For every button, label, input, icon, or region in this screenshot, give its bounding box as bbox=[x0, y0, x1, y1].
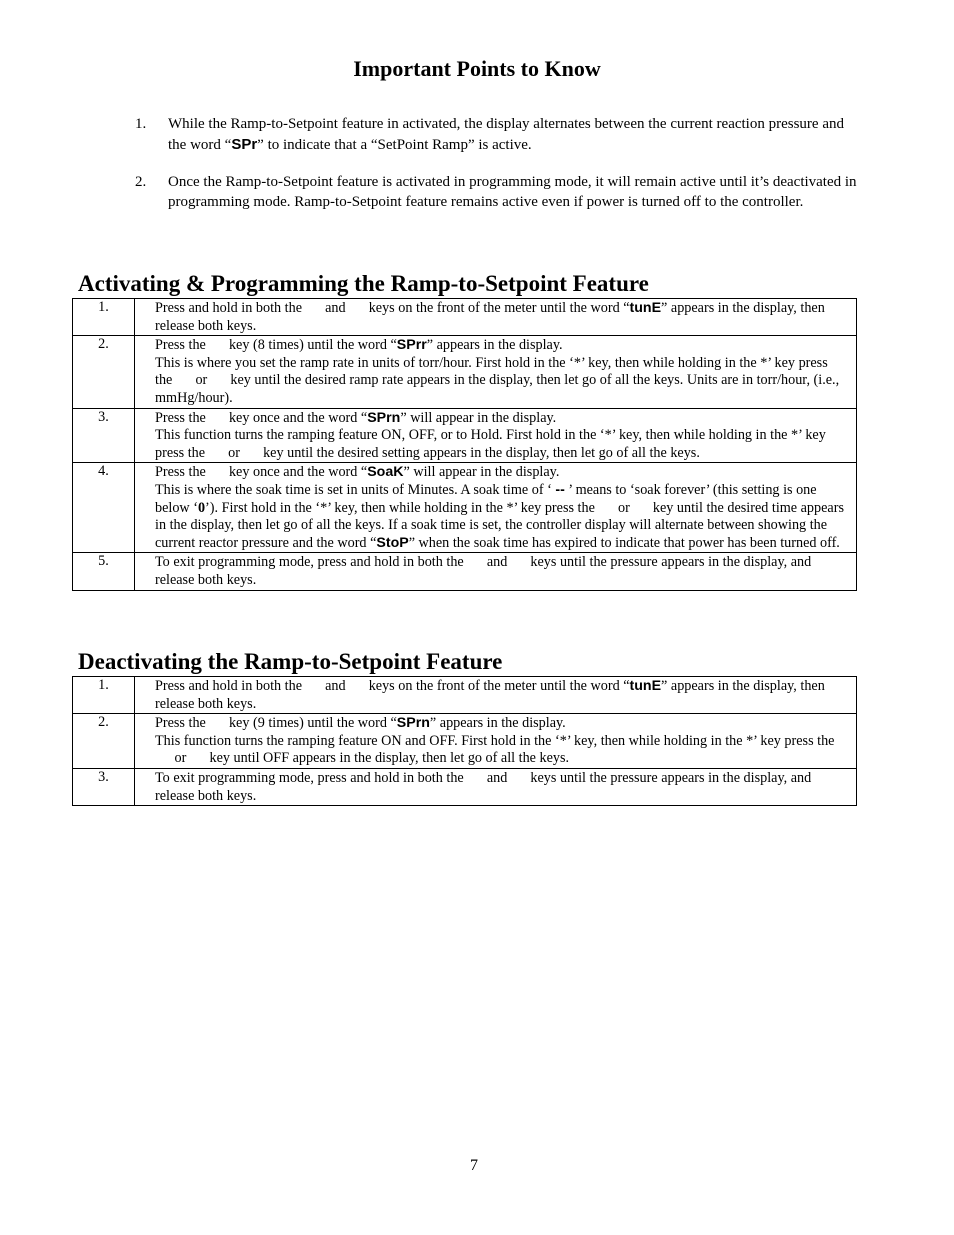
step-line bbox=[155, 482, 848, 552]
deactivating-steps-table bbox=[72, 676, 857, 806]
step-text bbox=[135, 336, 857, 408]
step-number: 3. bbox=[73, 768, 135, 805]
table-row bbox=[73, 768, 857, 805]
text-run: or bbox=[617, 499, 630, 516]
step-number: 3. bbox=[73, 408, 135, 463]
text-run: key until the desired setting appears in the display, then let go of all the keys. bbox=[263, 444, 700, 461]
text-run: and bbox=[486, 769, 508, 786]
text-run: To exit programming mode, press and hold in both the bbox=[155, 769, 464, 786]
text-run: ’). First hold in the ‘*’ key, then while holding in the *’ key press the bbox=[205, 499, 595, 516]
item-number: 1. bbox=[135, 116, 147, 132]
step-line bbox=[155, 678, 848, 713]
text-run: Press the bbox=[155, 715, 206, 732]
step-line bbox=[155, 715, 848, 733]
step-line bbox=[155, 770, 848, 805]
text-run: This function turns the ramping feature ON and OFF. First hold in the ‘*’ key, then while holding in the *’ key press the bbox=[155, 732, 835, 749]
text-run: Press the bbox=[155, 409, 206, 426]
text-run: This is where you set the ramp rate in units of torr/hour. First hold in the ‘*’ key, then while holding in the *’ key press the bbox=[155, 354, 828, 389]
text-run: This function turns the ramping feature ON, OFF, or to Hold. First hold in the ‘*’ key, then while holding in the *’ key press the bbox=[155, 427, 826, 461]
text-run: ” when the soak time has expired to indicate that power has been turned off. bbox=[408, 534, 840, 551]
step-line bbox=[155, 554, 848, 589]
text-run: keys on the front of the meter until the word “ bbox=[368, 300, 630, 316]
activating-steps-table bbox=[72, 298, 857, 591]
text-run: and bbox=[486, 554, 508, 571]
step-number: 2. bbox=[73, 714, 135, 769]
text-run: keys until the pressure appears in the display, and release both keys. bbox=[155, 769, 812, 804]
table-row bbox=[73, 463, 857, 553]
display-code: tunE bbox=[629, 300, 662, 316]
step-number: 1. bbox=[73, 299, 135, 336]
display-code: SPrn bbox=[367, 409, 401, 426]
step-line bbox=[155, 733, 848, 768]
text-run: To exit programming mode, press and hold in both the bbox=[155, 554, 464, 571]
text-run: ” will appear in the display. bbox=[400, 409, 557, 426]
text-run: key until the desired time appears in the display, then let go of all the keys. If a soak time is set, the controller display will alternate between showing the current reactor pressure and the word “ bbox=[155, 499, 844, 551]
text-run: key once and the word “ bbox=[228, 409, 368, 426]
text-run: key (9 times) until the word “ bbox=[228, 715, 397, 732]
table-row bbox=[73, 553, 857, 590]
text-run: ” will appear in the display. bbox=[403, 464, 560, 481]
text-run: and bbox=[325, 678, 346, 694]
text-run: key until OFF appears in the display, then let go of all the keys. bbox=[209, 750, 570, 767]
activating-heading: Activating & Programming the Ramp-to-Setpoint Feature bbox=[78, 271, 649, 296]
step-text bbox=[135, 677, 857, 714]
text-run: Press and hold in both the bbox=[155, 300, 302, 316]
step-line bbox=[155, 337, 848, 355]
step-text bbox=[135, 714, 857, 769]
text-run: ” to indicate that a “SetPoint Ramp” is active. bbox=[257, 136, 532, 153]
text-run: and bbox=[325, 300, 346, 316]
text-run: keys on the front of the meter until the word “ bbox=[368, 678, 630, 694]
text-run: ” appears in the display. bbox=[426, 337, 563, 354]
text-run: key until the desired ramp rate appears in the display, then let go of all the keys. Units are in torr/hour, (i.e., mmHg/hour). bbox=[155, 372, 840, 406]
page-number: 7 bbox=[470, 1157, 478, 1174]
step-line bbox=[155, 464, 848, 482]
step-line bbox=[155, 300, 848, 335]
text-run: This is where the soak time is set in units of Minutes. A soak time of ‘ bbox=[155, 481, 552, 498]
text-run: ’ means to ‘soak forever’ (this setting is one below ‘ bbox=[155, 481, 817, 516]
text-run: or bbox=[174, 750, 187, 767]
table-row bbox=[73, 336, 857, 408]
step-text bbox=[135, 768, 857, 805]
step-line bbox=[155, 427, 848, 462]
step-text bbox=[135, 299, 857, 336]
table-row bbox=[73, 299, 857, 336]
display-code: SPr bbox=[231, 135, 258, 153]
soak-forever-code: -- bbox=[555, 481, 565, 498]
text-run: key once and the word “ bbox=[228, 464, 368, 481]
display-code: SoaK bbox=[367, 464, 404, 481]
list-item bbox=[135, 115, 860, 155]
page-title: Important Points to Know bbox=[353, 56, 601, 81]
step-number: 1. bbox=[73, 677, 135, 714]
step-text bbox=[135, 408, 857, 463]
item-text bbox=[168, 115, 860, 155]
step-text bbox=[135, 553, 857, 590]
text-run: Press the bbox=[155, 464, 206, 481]
list-item bbox=[135, 173, 860, 212]
text-run: Press and hold in both the bbox=[155, 678, 302, 694]
text-run: ” appears in the display, then release both keys. bbox=[155, 678, 825, 712]
text-run: Press the bbox=[155, 337, 206, 354]
step-number: 5. bbox=[73, 553, 135, 590]
display-code: SPrn bbox=[396, 715, 430, 732]
table-row bbox=[73, 714, 857, 769]
deactivating-heading: Deactivating the Ramp-to-Setpoint Feature bbox=[78, 649, 503, 674]
step-number: 4. bbox=[73, 463, 135, 553]
step-text bbox=[135, 463, 857, 553]
item-text: Once the Ramp-to-Setpoint feature is activated in programming mode, it will remain active until it’s deactivated in programming mode. Ramp-to-Setpoint feature remains active even if power is turned off to the controller. bbox=[168, 174, 857, 210]
display-code: StoP bbox=[376, 534, 409, 551]
display-code: SPrr bbox=[396, 337, 427, 354]
text-run: ” appears in the display, then release both keys. bbox=[155, 300, 825, 334]
text-run: or bbox=[195, 372, 208, 389]
step-line bbox=[155, 355, 848, 408]
zero-value: 0 bbox=[197, 499, 206, 516]
item-number: 2. bbox=[135, 174, 147, 190]
text-run: keys until the pressure appears in the display, and release both keys. bbox=[155, 554, 812, 588]
step-line bbox=[155, 410, 848, 428]
table-row bbox=[73, 408, 857, 463]
text-run: key (8 times) until the word “ bbox=[228, 337, 397, 354]
text-run: ” appears in the display. bbox=[429, 715, 566, 732]
text-run: While the Ramp-to-Setpoint feature in activated, the display alternates between the current reaction pressure and the word “ bbox=[168, 116, 844, 153]
display-code: tunE bbox=[629, 678, 662, 694]
step-number: 2. bbox=[73, 336, 135, 408]
table-row bbox=[73, 677, 857, 714]
text-run: or bbox=[228, 444, 240, 461]
important-points-list bbox=[135, 115, 860, 230]
